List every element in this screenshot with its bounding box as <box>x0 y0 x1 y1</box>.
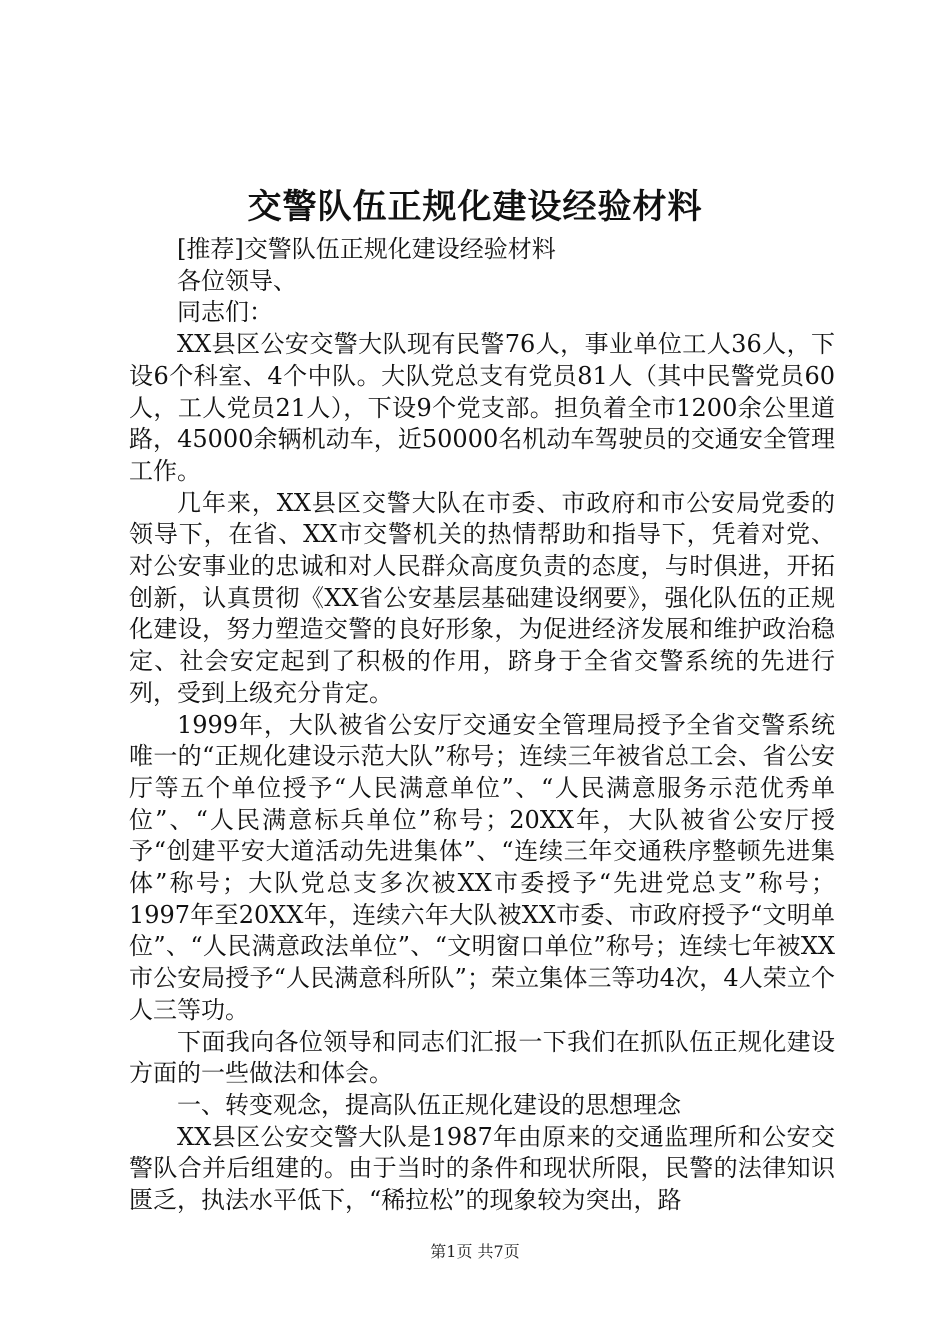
paragraph-achievements: 几年来，XX县区交警大队在市委、市政府和市公安局党委的领导下，在省、XX市交警机关的热情帮助和指导下，凭着对党、对公安事业的忠诚和对人民群众高度负责的态度，与时俱进，开拓创新，认真贯彻《XX省公安基层基础建设纲要》，强化队伍的正规化建设，努力塑造交警的良好形象，为促进经济发展和维护政治稳定、社会安定起到了积极的作用，跻身于全省交警系统的先进行列，受到上级充分肯定。 <box>129 488 835 707</box>
paragraph-recommend: [推荐]交警队伍正规化建设经验材料 <box>177 235 556 263</box>
paragraph-history: XX县区公安交警大队是1987年由原来的交通监理所和公安交警队合并后组建的。由于当时的条件和现状所限，民警的法律知识匮乏，执法水平低下，“稀拉松”的现象较为突出，路 <box>129 1122 835 1215</box>
page-footer: 第1页 共7页 <box>430 1242 520 1261</box>
paragraph-honors: 1999年，大队被省公安厅交通安全管理局授予全省交警系统唯一的“正规化建设示范大队”称号；连续三年被省总工会、省公安厅等五个单位授予“人民满意单位”、“人民满意服务示范优秀单位”、“人民满意标兵单位”称号；20XX年，大队被省公安厅授予“创建平安大道活动先进集体”、“连续三年交通秩序整顿先进集体”称号；大队党总支多次被XX市委授予“先进党总支”称号；1997年至20XX年，连续六年大队被XX市委、市政府授予“文明单位”、“人民满意政法单位”、“文明窗口单位”称号；连续七年被XX市公安局授予“人民满意科所队”；荣立集体三等功4次，4人荣立个人三等功。 <box>129 710 835 1024</box>
paragraph-overview: XX县区公安交警大队现有民警76人，事业单位工人36人，下设6个科室、4个中队。大队党总支有党员81人（其中民警党员60人，工人党员21人），下设9个党支部。担负着全市1200余公里道路，45000余辆机动车，近50000名机动车驾驶员的交通安全管理工作。 <box>129 330 835 485</box>
paragraph-salutation-comrades: 同志们： <box>177 298 273 327</box>
paragraph-salutation-leaders: 各位领导、 <box>177 266 297 295</box>
section-heading-1: 一、转变观念，提高队伍正规化建设的思想理念 <box>177 1090 681 1119</box>
paragraph-report-intro: 下面我向各位领导和同志们汇报一下我们在抓队伍正规化建设方面的一些做法和体会。 <box>129 1027 835 1088</box>
document-body <box>129 234 835 1217</box>
document-title: 交警队伍正规化建设经验材料 <box>247 187 703 227</box>
